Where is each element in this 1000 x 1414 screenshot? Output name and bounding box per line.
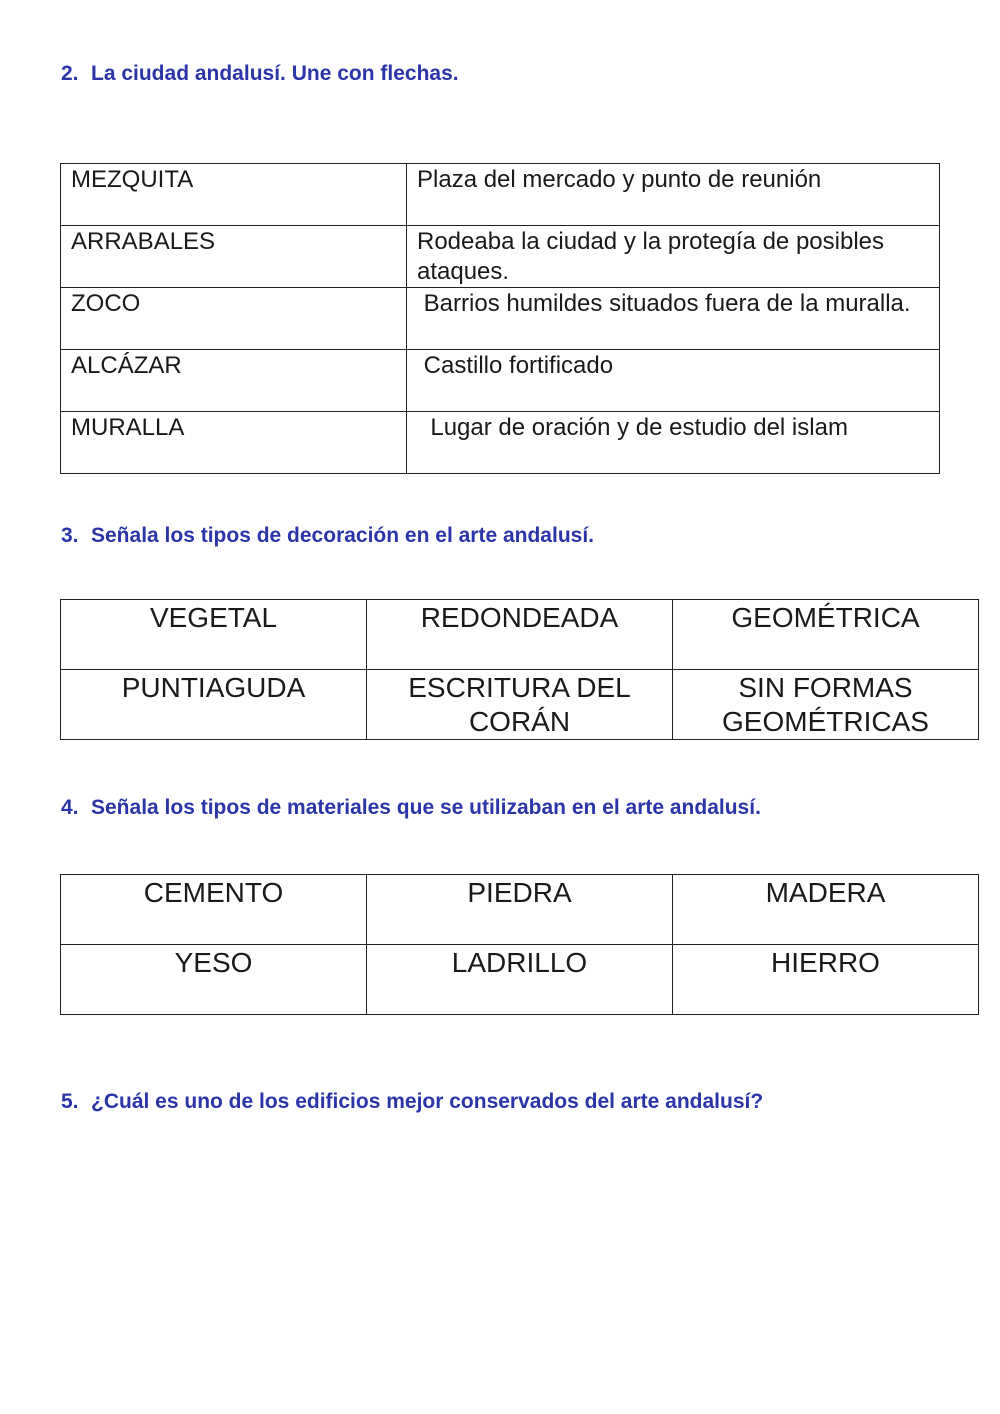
table-row — [61, 350, 940, 412]
section-4-number: 4. — [61, 796, 79, 819]
term-cell[interactable]: ARRABALES — [61, 226, 407, 288]
option-cell[interactable]: LADRILLO — [367, 945, 673, 1015]
option-cell[interactable]: GEOMÉTRICA — [673, 600, 979, 670]
table-row — [61, 288, 940, 350]
definition-cell[interactable]: Plaza del mercado y punto de reunión — [407, 164, 940, 226]
table-row — [61, 600, 979, 670]
table-row — [61, 875, 979, 945]
table-row — [61, 945, 979, 1015]
option-cell[interactable]: HIERRO — [673, 945, 979, 1015]
table-row — [61, 164, 940, 226]
table-row — [61, 412, 940, 474]
section-4-heading — [61, 796, 761, 820]
section-3-number: 3. — [61, 524, 79, 547]
option-cell[interactable]: YESO — [61, 945, 367, 1015]
option-cell[interactable]: MADERA — [673, 875, 979, 945]
section-5-heading — [61, 1090, 763, 1114]
section-2-number: 2. — [61, 62, 79, 85]
term-cell[interactable]: MEZQUITA — [61, 164, 407, 226]
decoration-table — [60, 599, 979, 740]
materials-table — [60, 874, 979, 1015]
section-5-number: 5. — [61, 1090, 79, 1113]
option-cell[interactable]: PIEDRA — [367, 875, 673, 945]
section-3-heading — [61, 524, 594, 548]
term-cell[interactable]: ALCÁZAR — [61, 350, 407, 412]
section-4-title: Señala los tipos de materiales que se utilizaban en el arte andalusí. — [91, 796, 761, 819]
definition-cell[interactable]: Rodeaba la ciudad y la protegía de posibles ataques. — [407, 226, 940, 288]
option-cell[interactable]: CEMENTO — [61, 875, 367, 945]
definition-cell[interactable]: Barrios humildes situados fuera de la muralla. — [407, 288, 940, 350]
option-cell[interactable]: VEGETAL — [61, 600, 367, 670]
term-cell[interactable]: ZOCO — [61, 288, 407, 350]
term-cell[interactable]: MURALLA — [61, 412, 407, 474]
table-row — [61, 226, 940, 288]
section-5-title: ¿Cuál es uno de los edificios mejor conservados del arte andalusí? — [91, 1090, 764, 1113]
definition-cell[interactable]: Castillo fortificado — [407, 350, 940, 412]
option-cell[interactable]: SIN FORMAS GEOMÉTRICAS — [673, 670, 979, 740]
section-3-title: Señala los tipos de decoración en el arte andalusí. — [91, 524, 594, 547]
section-2-heading — [61, 62, 459, 86]
city-matching-table — [60, 163, 940, 474]
option-cell[interactable]: PUNTIAGUDA — [61, 670, 367, 740]
section-2-title: La ciudad andalusí. Une con flechas. — [91, 62, 459, 85]
table-row — [61, 670, 979, 740]
definition-cell[interactable]: Lugar de oración y de estudio del islam — [407, 412, 940, 474]
option-cell[interactable]: ESCRITURA DEL CORÁN — [367, 670, 673, 740]
option-cell[interactable]: REDONDEADA — [367, 600, 673, 670]
